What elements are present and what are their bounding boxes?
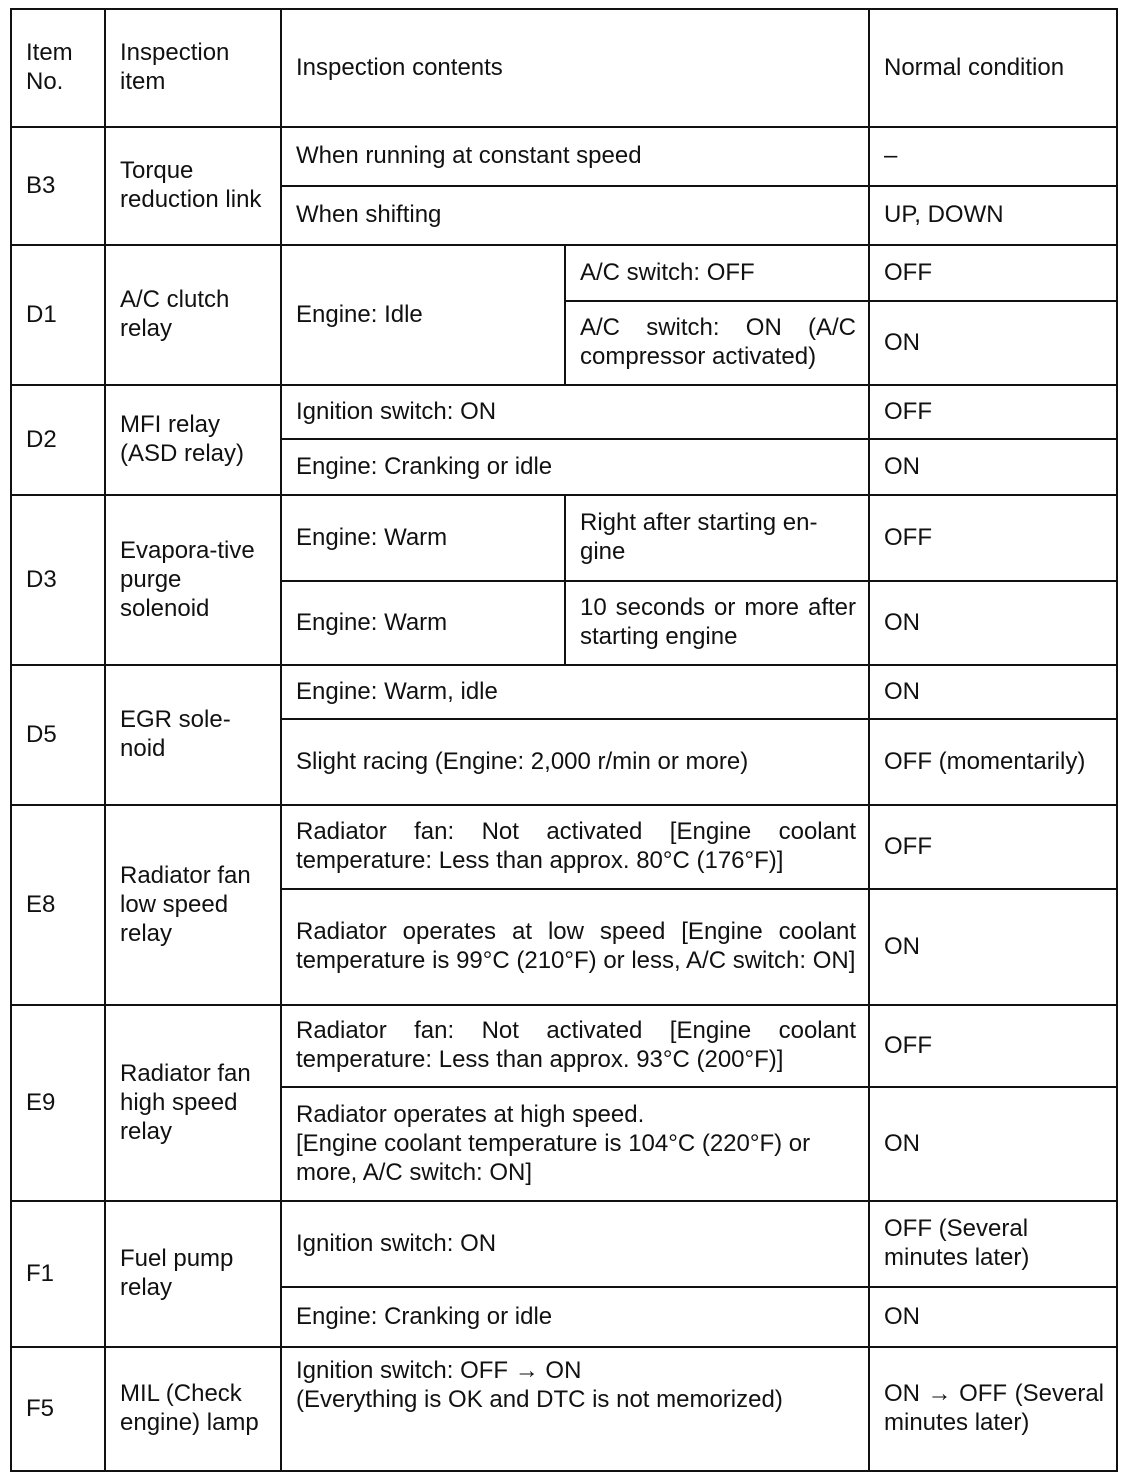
normal-condition-cell: OFF [869,385,1117,439]
inspection-item-cell: Evapora-tive purge solenoid [105,495,281,665]
inspection-item-cell: Radiator fan low speed relay [105,805,281,1005]
normal-condition-cell: OFF [869,245,1117,301]
normal-condition-cell: OFF (momentarily) [869,719,1117,805]
inspection-contents-cell: Right after starting en-gine [565,495,869,581]
item-no-cell: F5 [11,1347,105,1471]
inspection-item-cell: EGR sole-noid [105,665,281,805]
normal-condition-cell: ON [869,301,1117,385]
normal-condition-cell: OFF (Several minutes later) [869,1201,1117,1287]
header-inspection-item: Inspection item [105,9,281,127]
normal-condition-cell: ON [869,1287,1117,1347]
inspection-item-cell: Torque reduction link [105,127,281,245]
normal-condition-cell: ON → OFF (Several minutes later) [869,1347,1117,1471]
condition-cell: Engine: Warm [281,495,565,581]
item-no-cell: D2 [11,385,105,495]
inspection-contents-cell: When running at constant speed [281,127,869,186]
normal-condition-cell: – [869,127,1117,186]
inspection-contents-cell: When shifting [281,186,869,245]
contents-line: (Everything is OK and DTC is not memorized) [296,1386,783,1413]
item-no-cell: B3 [11,127,105,245]
item-no-cell: E9 [11,1005,105,1201]
inspection-item-cell: Radiator fan high speed relay [105,1005,281,1201]
inspection-contents-cell: Slight racing (Engine: 2,000 r/min or more) [281,719,869,805]
normal-condition-cell: ON [869,889,1117,1005]
table-row [11,665,1117,719]
normal-condition-cell: ON [869,581,1117,665]
header-row [11,9,1117,127]
item-no-cell: F1 [11,1201,105,1347]
inspection-contents-cell: Ignition switch: ON [281,1201,869,1287]
table-row [11,127,1117,186]
header-normal-condition: Normal condition [869,9,1117,127]
inspection-contents-cell: Engine: Warm, idle [281,665,869,719]
condition-cell: Engine: Warm [281,581,565,665]
normal-condition-cell: ON [869,665,1117,719]
normal-condition-cell: UP, DOWN [869,186,1117,245]
table-row [11,245,1117,301]
item-no-cell: E8 [11,805,105,1005]
table-row [11,805,1117,889]
inspection-contents-cell: Radiator fan: Not activated [Engine coolant temperature: Less than approx. 80°C (176°F)] [281,805,869,889]
inspection-contents-cell: A/C switch: ON (A/C compressor activated) [565,301,869,385]
inspection-item-cell: MIL (Check engine) lamp [105,1347,281,1471]
inspection-contents-cell: Ignition switch: ON [281,385,869,439]
table-row [11,385,1117,439]
inspection-contents-cell [281,1347,869,1471]
inspection-contents-cell: Radiator operates at low speed [Engine coolant temperature is 99°C (210°F) or less, A/C switch: ON] [281,889,869,1005]
inspection-item-cell: MFI relay (ASD relay) [105,385,281,495]
normal-condition-cell: ON [869,1087,1117,1201]
inspection-contents-cell: 10 seconds or more after starting engine [565,581,869,665]
item-no-cell: D1 [11,245,105,385]
header-inspection-contents: Inspection contents [281,9,869,127]
inspection-item-cell: A/C clutch relay [105,245,281,385]
normal-condition-cell: OFF [869,1005,1117,1087]
header-item-no: Item No. [11,9,105,127]
inspection-contents-cell [281,1087,869,1201]
inspection-table-page [10,8,1116,1472]
table-row [11,495,1117,581]
normal-condition-cell: OFF [869,495,1117,581]
inspection-contents-cell: Engine: Cranking or idle [281,1287,869,1347]
table-row [11,1347,1117,1471]
item-no-cell: D5 [11,665,105,805]
inspection-item-cell: Fuel pump relay [105,1201,281,1347]
contents-line: Ignition switch: OFF → ON [296,1357,582,1384]
condition-cell: Engine: Idle [281,245,565,385]
inspection-contents-cell: Engine: Cranking or idle [281,439,869,495]
inspection-table [10,8,1118,1472]
normal-condition-cell: OFF [869,805,1117,889]
table-row [11,1005,1117,1087]
normal-condition-cell: ON [869,439,1117,495]
contents-line: [Engine coolant temperature is 104°C (220°F) or more, A/C switch: ON] [296,1129,811,1186]
item-no-cell: D3 [11,495,105,665]
inspection-contents-cell: A/C switch: OFF [565,245,869,301]
inspection-contents-cell: Radiator fan: Not activated [Engine coolant temperature: Less than approx. 93°C (200°F)] [281,1005,869,1087]
contents-line: Radiator operates at high speed. [296,1100,645,1128]
table-row [11,1201,1117,1287]
